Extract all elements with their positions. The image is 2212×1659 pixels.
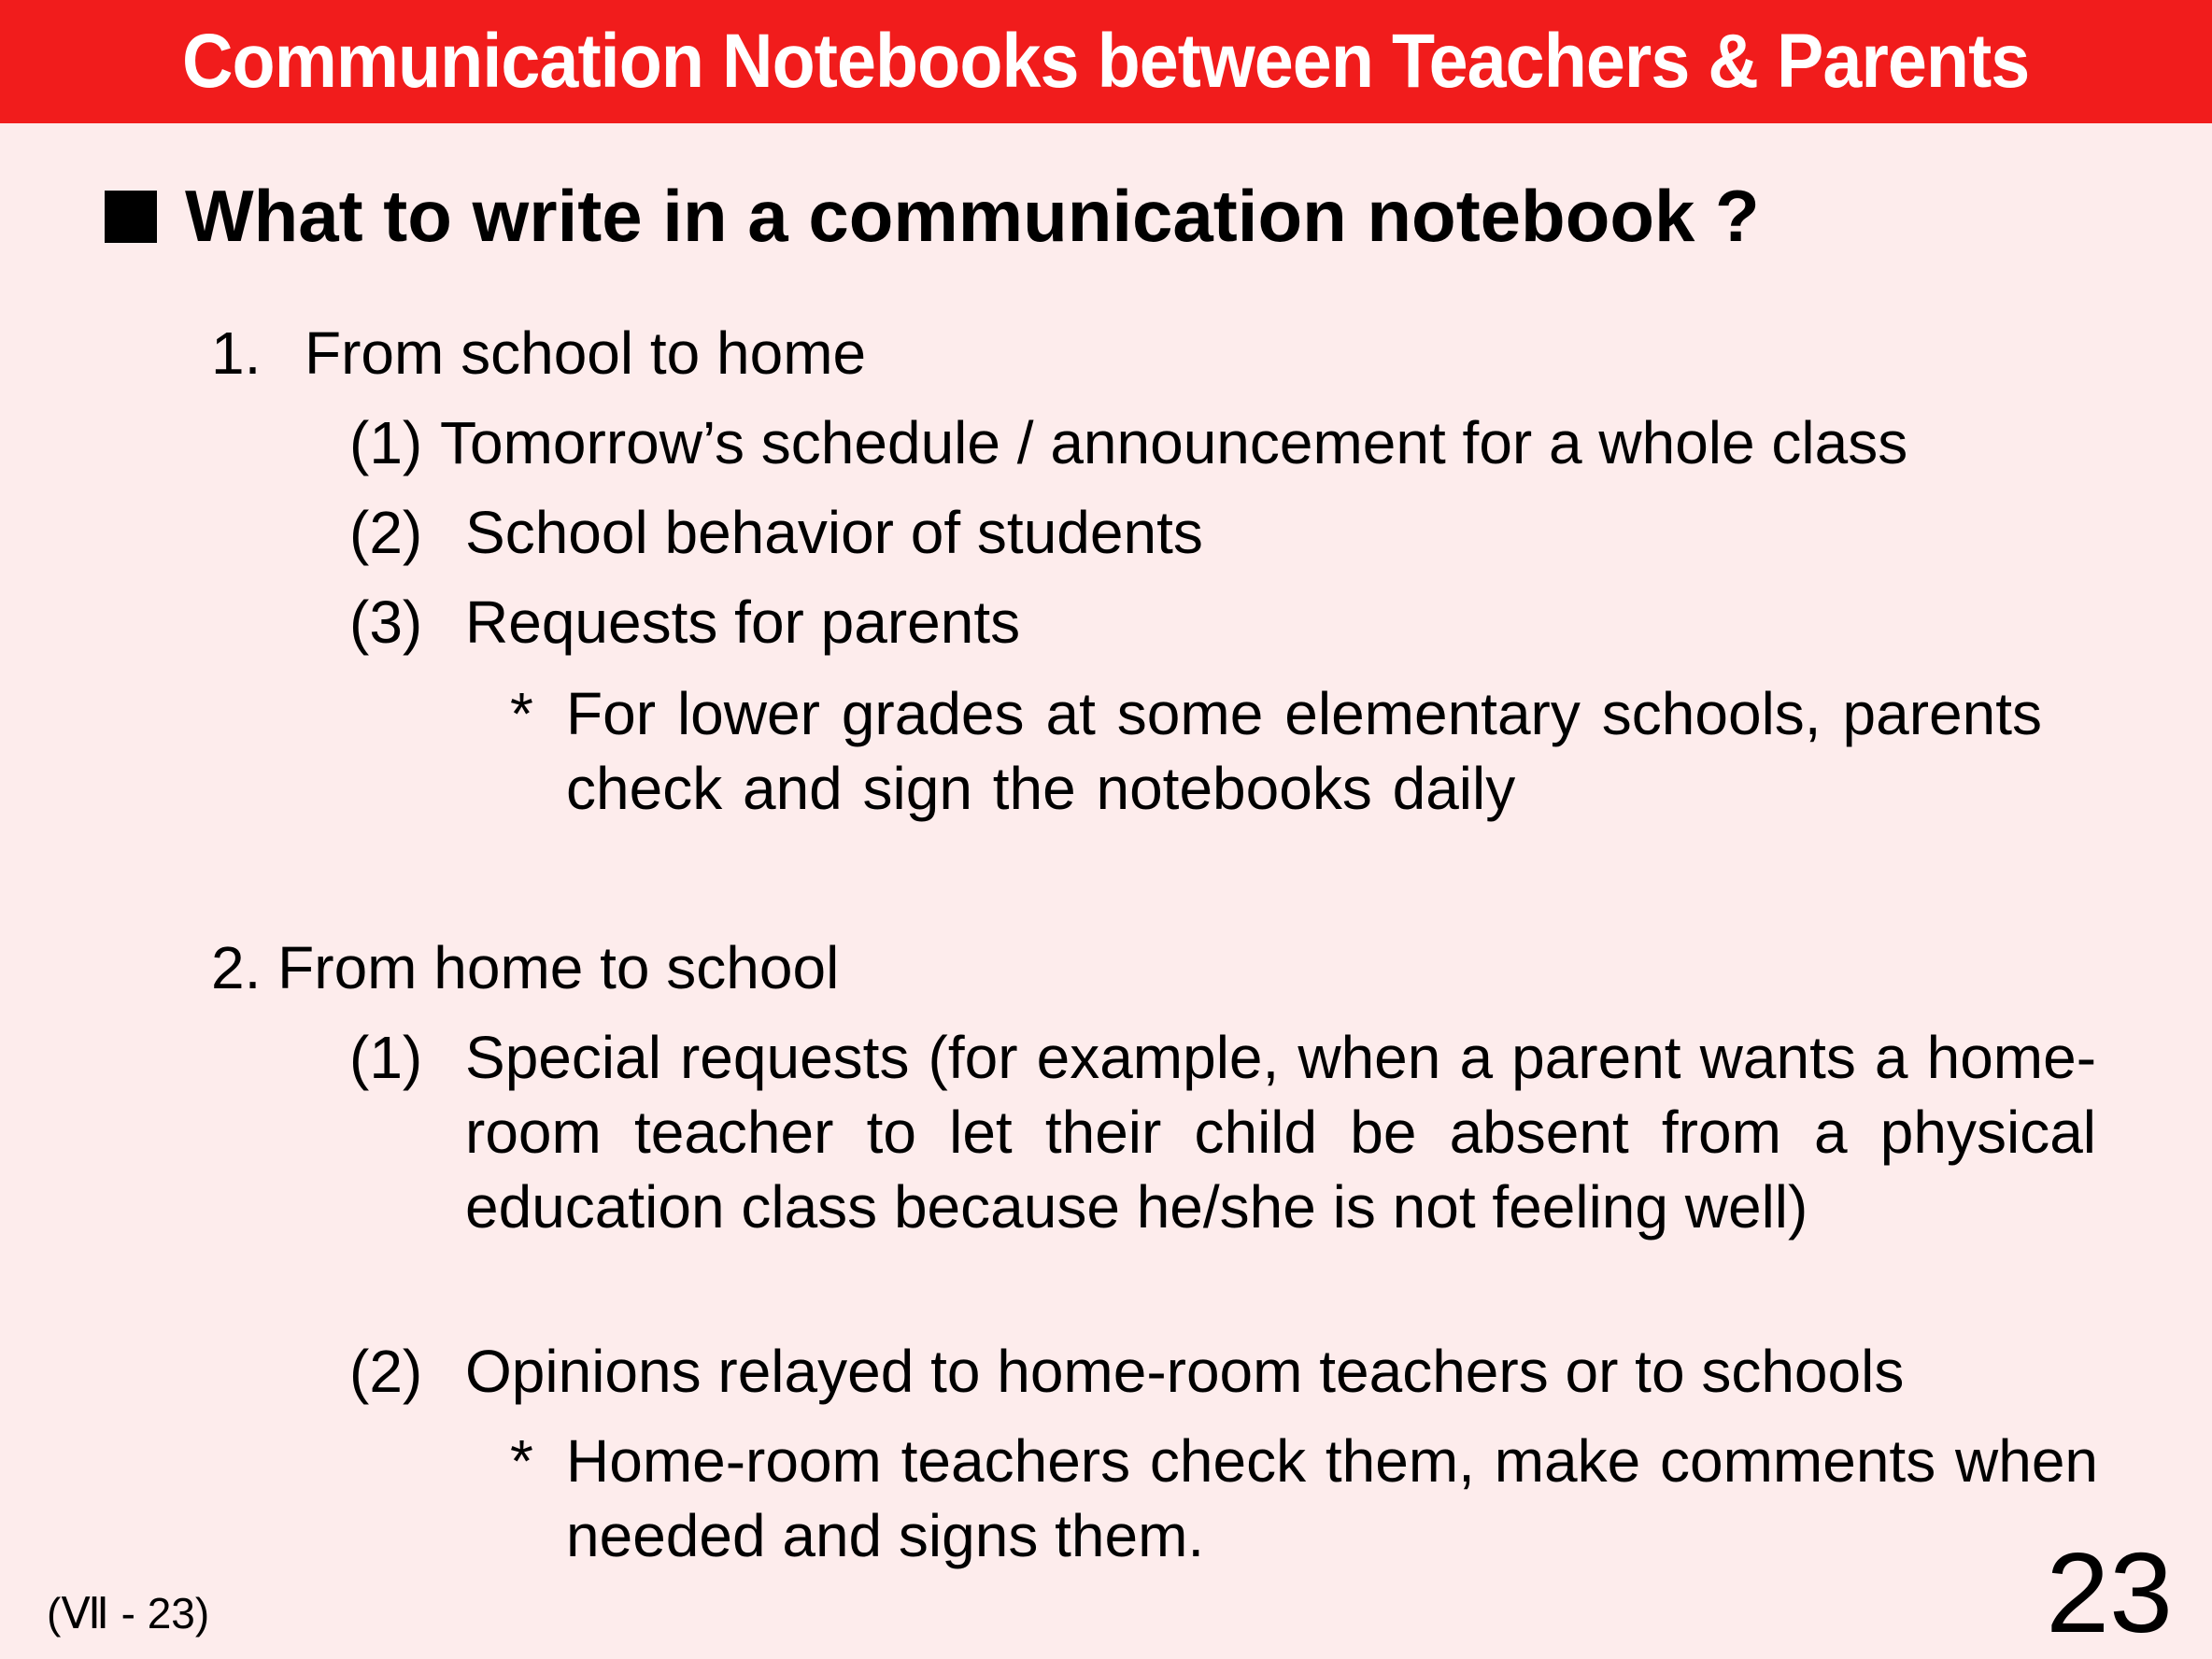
section2-item-1 [349,1020,2096,1244]
item-text: Tomorrow’s schedule / announcement for a whole class [440,409,1908,476]
slide-title: Communication Notebooks between Teachers & Parents [182,19,2030,104]
note-text: For lower grades at some elementary schools, parents check and sign the notebooks daily [566,680,2042,822]
item-text: Opinions relayed to home-room teachers or to schools [465,1338,1905,1405]
section1-item-3 [349,585,2124,659]
note-text: Home-room teachers check them, make comments when needed and signs them. [566,1427,2098,1569]
heading-text: What to write in a communication notebook ? [185,175,1760,257]
item-number: (2) [349,499,423,566]
item-number: (1) [349,1024,423,1091]
section1-label: From school to home [305,319,867,387]
asterisk-mark: * [510,1427,533,1495]
section2-note [510,1424,2098,1573]
section1-note [510,676,2098,826]
item-number: (2) [349,1338,423,1405]
item-text: Requests for parents [465,588,1021,656]
square-bullet-icon [105,191,157,243]
slide-code: (Ⅶ - 23) [47,1589,210,1638]
item-text: Special requests (for example, when a parent wants a home-room teacher to let their child be absent from a physical education class because he/she is not feeling well) [465,1024,2096,1241]
section-heading [105,174,1760,259]
section1-number: 1. [211,319,262,387]
section1-item-2 [349,495,2124,570]
section2-label: 2. From home to school [211,934,840,1001]
section2-item-2 [349,1334,2124,1409]
item-text: School behavior of students [465,499,1203,566]
title-bar [0,0,2212,123]
asterisk-mark: * [510,680,533,747]
item-number: (1) [349,409,423,476]
section1-item-1 [349,405,2124,480]
item-number: (3) [349,588,423,656]
page-number: 23 [2046,1529,2173,1656]
